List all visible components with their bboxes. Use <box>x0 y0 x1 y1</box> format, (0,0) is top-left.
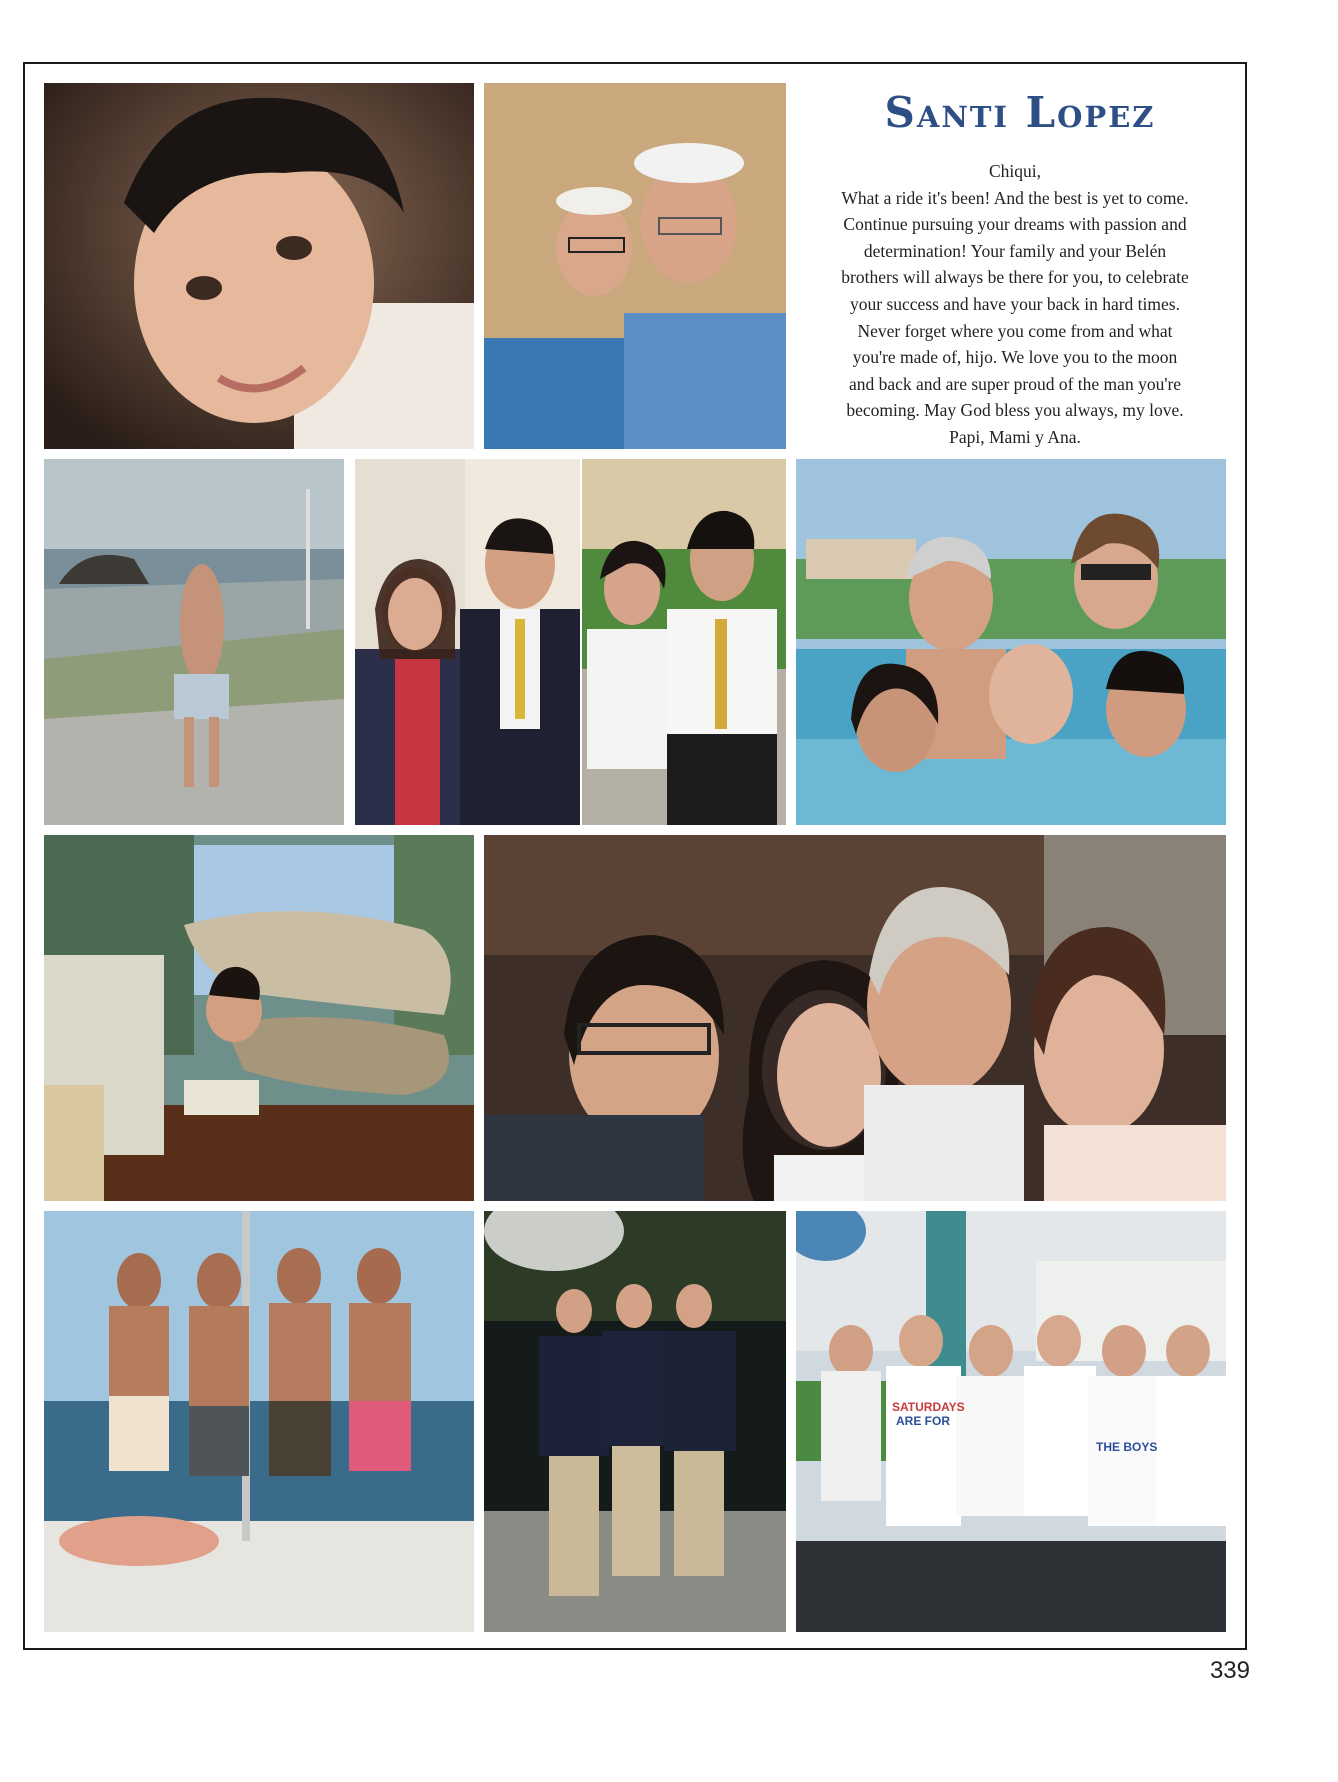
pool-family-photo <box>796 459 1226 825</box>
page-number: 339 <box>1209 1657 1250 1684</box>
letter-line: your success and have your back in hard times. <box>850 293 1180 314</box>
sailboat-lobster-photo <box>44 1211 474 1632</box>
beach-photo <box>44 459 344 825</box>
shirt-text-1: SATURDAYS <box>892 1400 965 1414</box>
letter-line: becoming. May God bless you always, my love. <box>846 400 1184 421</box>
school-uniform-photo-2 <box>582 459 786 825</box>
dedication-letter <box>795 158 1235 451</box>
blazer-night-photo <box>484 1211 786 1632</box>
letter-line: determination! Your family and your Belén <box>863 240 1167 261</box>
letter-signature: Papi, Mami y Ana. <box>949 426 1081 447</box>
dinosaur-museum-photo <box>44 835 474 1201</box>
letter-line: Never forget where you come from and what <box>857 320 1173 341</box>
letter-line: What a ride it's been! And the best is yet to come. <box>841 187 1189 208</box>
toddler-portrait-photo <box>44 83 474 449</box>
shirt-text-3: THE BOYS <box>1096 1440 1158 1454</box>
letter-line: Continue pursuing your dreams with passion and <box>843 214 1187 235</box>
letter-line: Chiqui, <box>988 161 1042 181</box>
school-uniform-photo <box>355 459 580 825</box>
grandfather-photo <box>484 83 786 449</box>
letter-line: you're made of, hijo. We love you to the moon <box>852 347 1178 368</box>
family-selfie-photo <box>484 835 1226 1201</box>
saturdays-tshirt-photo <box>796 1211 1226 1632</box>
letter-line: brothers will always be there for you, to celebrate <box>841 267 1189 288</box>
shirt-text-2: ARE FOR <box>896 1414 950 1428</box>
letter-line: and back and are super proud of the man you're <box>848 373 1182 394</box>
page-title: Santi Lopez <box>884 88 1156 137</box>
